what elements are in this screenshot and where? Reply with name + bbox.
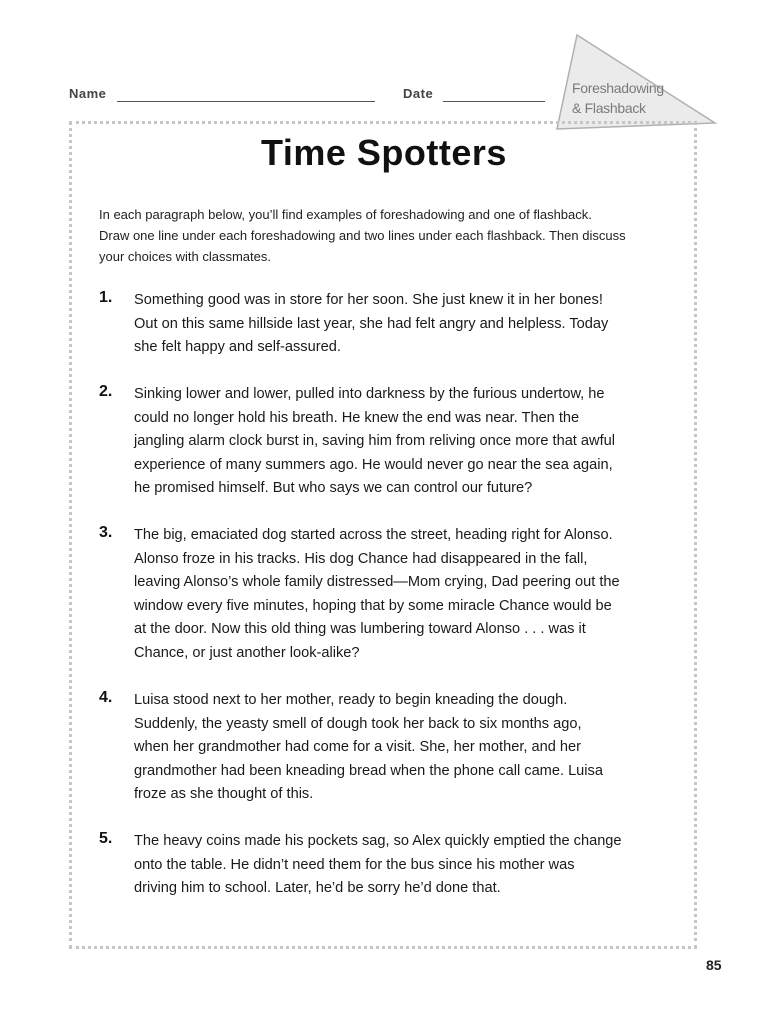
instructions bbox=[99, 204, 639, 267]
date-label: Date bbox=[403, 86, 434, 101]
paragraph-line: froze as she thought of this. bbox=[134, 786, 314, 803]
paragraph-line: Something good was in store for her soon. She just knew it in her bones! bbox=[134, 292, 603, 308]
item-number: 2. bbox=[99, 383, 113, 400]
paragraph-line: driving him to school. Later, he’d be sorry he’d done that. bbox=[134, 880, 501, 897]
instructions-line: your choices with classmates. bbox=[99, 249, 271, 264]
page-number: 85 bbox=[706, 957, 722, 973]
paragraph-line: he promised himself. But who says we can control our future? bbox=[134, 480, 533, 497]
name-field-line[interactable] bbox=[117, 101, 375, 102]
instructions-line: In each paragraph below, you’ll find examples of foreshadowing and one of flashback. bbox=[99, 207, 592, 222]
paragraph-line: The big, emaciated dog started across the street, heading right for Alonso. bbox=[134, 527, 613, 543]
paragraph-line: experience of many summers ago. He would never go near the sea again, bbox=[134, 456, 613, 473]
paragraph-line: window every five minutes, hoping that by some miracle Chance would be bbox=[134, 597, 612, 614]
paragraph-line: Sinking lower and lower, pulled into darkness by the furious undertow, he bbox=[134, 386, 605, 402]
paragraph-line: Suddenly, the yeasty smell of dough took her back to six months ago, bbox=[134, 715, 582, 732]
item-paragraph bbox=[134, 830, 664, 901]
paragraph-line: onto the table. He didn’t need them for the bus since his mother was bbox=[134, 856, 575, 873]
paragraph-line: she felt happy and self-assured. bbox=[134, 339, 341, 356]
paragraph-line: could no longer hold his breath. He knew the end was near. Then the bbox=[134, 409, 580, 426]
paragraph-line: grandmother had been kneading bread when the phone call came. Luisa bbox=[134, 762, 603, 779]
item-paragraph bbox=[134, 383, 664, 501]
paragraph-line: jangling alarm clock burst in, saving him from reliving once more that awful bbox=[134, 433, 615, 450]
paragraph-line: Chance, or just another look-alike? bbox=[134, 644, 360, 661]
paragraph-line: Alonso froze in his tracks. His dog Chance had disappeared in the fall, bbox=[134, 550, 588, 567]
topic-tab-line: & Flashback bbox=[572, 100, 646, 116]
item-paragraph bbox=[134, 289, 664, 360]
paragraph-line: when her grandmother had come for a visit. She, her mother, and her bbox=[134, 739, 581, 756]
topic-tab-line: Foreshadowing bbox=[572, 80, 664, 96]
paragraph-line: leaving Alonso’s whole family distressed—Mom crying, Dad peering out the bbox=[134, 574, 620, 591]
date-field-line[interactable] bbox=[443, 101, 545, 102]
name-label: Name bbox=[69, 86, 107, 101]
instructions-line: Draw one line under each foreshadowing and two lines under each flashback. Then discuss bbox=[99, 228, 626, 243]
paragraph-line: Out on this same hillside last year, she had felt angry and helpless. Today bbox=[134, 315, 609, 332]
paragraph-line: at the door. Now this old thing was lumbering toward Alonso . . . was it bbox=[134, 621, 586, 638]
topic-tab-label bbox=[572, 78, 664, 118]
paragraph-line: Luisa stood next to her mother, ready to begin kneading the dough. bbox=[134, 692, 568, 708]
item-number: 3. bbox=[99, 524, 113, 541]
item-paragraph bbox=[134, 524, 664, 666]
paragraph-line: The heavy coins made his pockets sag, so Alex quickly emptied the change bbox=[134, 833, 622, 849]
item-number: 1. bbox=[99, 289, 113, 306]
item-paragraph bbox=[134, 689, 664, 807]
page-title: Time Spotters bbox=[261, 132, 507, 173]
item-number: 5. bbox=[99, 830, 113, 847]
item-number: 4. bbox=[99, 689, 113, 706]
